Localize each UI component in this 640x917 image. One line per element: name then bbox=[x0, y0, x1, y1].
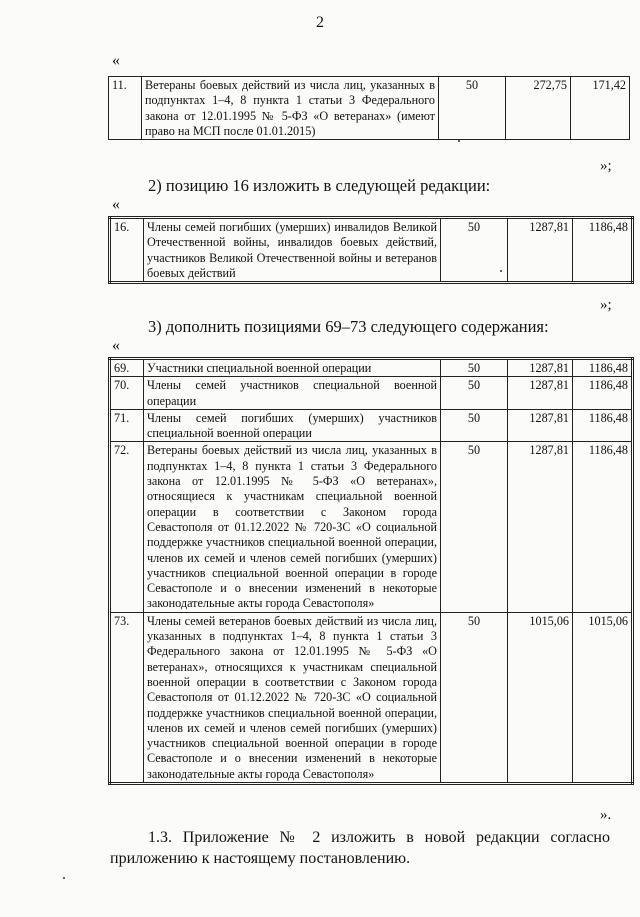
table-row bbox=[110, 409, 633, 442]
row-value-2: 1015,06 bbox=[508, 612, 573, 783]
row-category: Участники специальной военной операции bbox=[144, 359, 441, 377]
table-position-16 bbox=[108, 216, 634, 284]
row-number: 16. bbox=[110, 218, 144, 283]
row-number: 71. bbox=[110, 409, 144, 442]
table-row bbox=[110, 377, 633, 410]
closing-quote: ». bbox=[600, 807, 612, 823]
footer-text: 1.3. Приложение № 2 изложить в новой редакции согласно приложению к настоящему постановлению. bbox=[110, 829, 610, 867]
table-row bbox=[110, 442, 633, 612]
row-value-3: 1186,48 bbox=[573, 218, 633, 283]
row-number: 72. bbox=[110, 442, 144, 612]
section-heading-2: 2) позицию 16 изложить в следующей редакции: bbox=[148, 176, 491, 195]
row-value-1: 50 bbox=[439, 77, 506, 140]
table-position-11 bbox=[108, 76, 630, 140]
row-category: Члены семей погибших (умерших) участников специальной военной операции bbox=[144, 409, 441, 442]
row-category: Члены семей участников специальной военной операции bbox=[144, 377, 441, 410]
section-heading-3: 3) дополнить позициями 69–73 следующего содержания: bbox=[148, 317, 549, 336]
row-category: Ветераны боевых действий из числа лиц, указанных в подпунктах 1–4, 8 пункта 1 статьи 3 Федерального закона от 12.01.1995 № 5-ФЗ «О ветеранах», относящиеся к участникам специальной военной операции в соответствии с Законом города Севастополя от 01.12.2022 № 720-ЗС «О социальной поддержке участников специальной военной операции, членов их семей и членов семей погибших (умерших) участников специальной военной операции в городе Севастополе и о внесении изменений в некоторые законодательные акты города Севастополя» bbox=[144, 442, 441, 612]
row-value-3: 1015,06 bbox=[573, 612, 633, 783]
row-value-2: 1287,81 bbox=[508, 377, 573, 410]
row-value-3: 1186,48 bbox=[573, 409, 633, 442]
footer-paragraph bbox=[110, 827, 610, 869]
row-number: 70. bbox=[110, 377, 144, 410]
opening-quote: « bbox=[112, 196, 120, 213]
row-category: Члены семей ветеранов боевых действий из числа лиц, указанных в подпунктах 1–4, 8 пункта 1 статьи 3 Федерального закона от 12.01.1995 № 5-ФЗ «О ветеранах», относящихся к участникам специальной военной операции в соответствии с Законом города Севастополя от 01.12.2022 № 720-ЗС «О социальной поддержке участников специальной военной операции, членов их семей и членов семей погибших (умерших) участников специальной военной операции в городе Севастополе и о внесении изменений в некоторые законодательные акты города Севастополя» bbox=[144, 612, 441, 783]
row-number: 11. bbox=[109, 77, 142, 140]
row-value-3: 1186,48 bbox=[573, 359, 633, 377]
row-value-1: 50 bbox=[441, 218, 508, 283]
table-row bbox=[109, 77, 630, 140]
scan-speck bbox=[500, 270, 502, 272]
row-value-3: 1186,48 bbox=[573, 442, 633, 612]
table-positions-69-73 bbox=[108, 357, 634, 785]
row-value-1: 50 bbox=[441, 359, 508, 377]
row-value-2: 1287,81 bbox=[508, 409, 573, 442]
row-category: Ветераны боевых действий из числа лиц, указанных в подпунктах 1–4, 8 пункта 1 статьи 3 Федерального закона от 12.01.1995 № 5-ФЗ «О ветеранах» (имеют право на МСП после 01.01.2015) bbox=[142, 77, 439, 140]
row-value-3: 171,42 bbox=[571, 77, 630, 140]
row-value-1: 50 bbox=[441, 409, 508, 442]
row-value-1: 50 bbox=[441, 442, 508, 612]
page-number: 2 bbox=[316, 14, 324, 31]
closing-quote: »; bbox=[600, 158, 612, 174]
row-value-2: 272,75 bbox=[506, 77, 571, 140]
row-number: 73. bbox=[110, 612, 144, 783]
row-value-2: 1287,81 bbox=[508, 442, 573, 612]
row-category: Члены семей погибших (умерших) инвалидов Великой Отечественной войны, инвалидов боевых действий, участников Великой Отечественной войны и ветеранов боевых действий bbox=[144, 218, 441, 283]
row-value-2: 1287,81 bbox=[508, 359, 573, 377]
table-row bbox=[110, 218, 633, 283]
scan-speck bbox=[63, 877, 65, 879]
scan-speck bbox=[458, 140, 460, 142]
table-row bbox=[110, 359, 633, 377]
table-row bbox=[110, 612, 633, 783]
row-value-2: 1287,81 bbox=[508, 218, 573, 283]
row-number: 69. bbox=[110, 359, 144, 377]
row-value-3: 1186,48 bbox=[573, 377, 633, 410]
row-value-1: 50 bbox=[441, 377, 508, 410]
opening-quote: « bbox=[112, 52, 120, 69]
row-value-1: 50 bbox=[441, 612, 508, 783]
closing-quote: »; bbox=[600, 297, 612, 313]
opening-quote: « bbox=[112, 337, 120, 354]
